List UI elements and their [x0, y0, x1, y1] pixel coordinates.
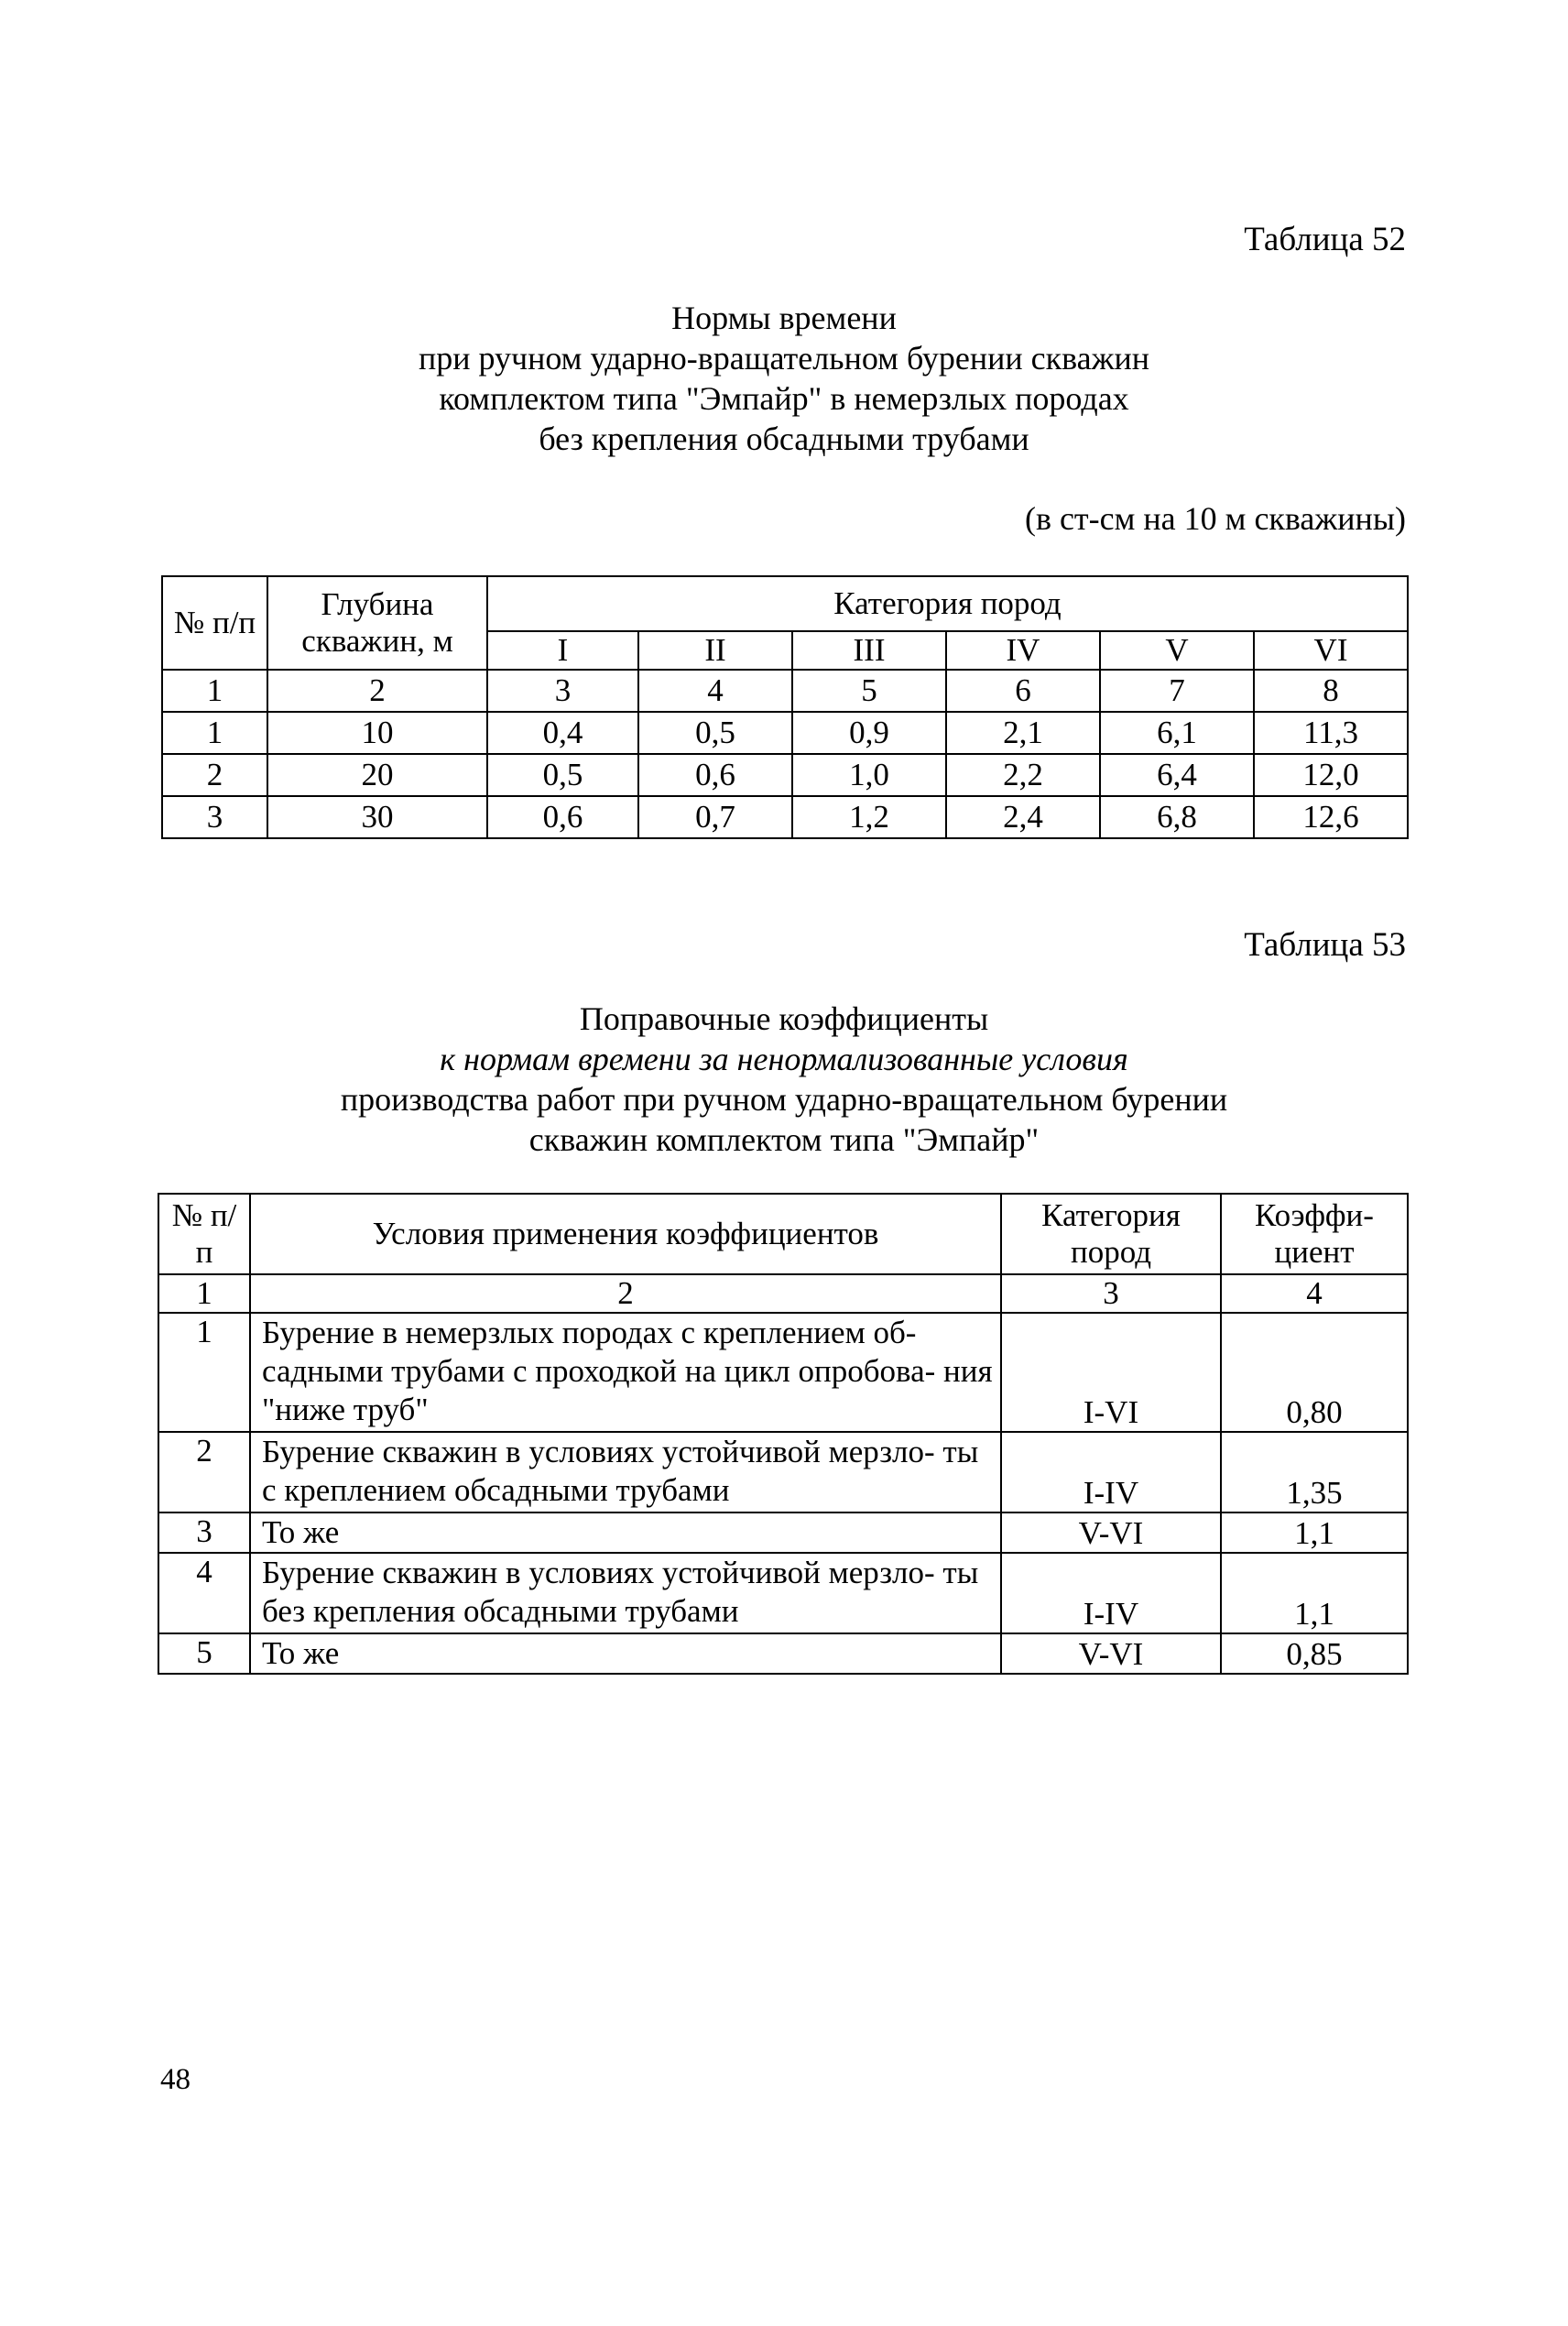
index-row	[158, 1274, 1408, 1313]
title-line: при ручном ударно-вращательном бурении скважин	[418, 340, 1150, 377]
cell-category: V-VI	[1001, 1633, 1221, 1674]
cell: 12,6	[1254, 796, 1408, 838]
title-line: без крепления обсадными трубами	[539, 420, 1029, 457]
cell: 6,8	[1100, 796, 1254, 838]
cell-coef: 1,1	[1221, 1553, 1408, 1633]
index-cell: 3	[1001, 1274, 1221, 1313]
index-cell: 7	[1100, 670, 1254, 712]
cell: 2	[162, 754, 267, 796]
header-coef: Коэффи- циент	[1221, 1194, 1408, 1274]
table-52-label: Таблица 52	[1244, 221, 1406, 258]
index-cell: 4	[1221, 1274, 1408, 1313]
cell-coef: 1,1	[1221, 1512, 1408, 1553]
cell: 0,5	[638, 712, 792, 754]
index-cell: 2	[250, 1274, 1001, 1313]
cell: 2,4	[946, 796, 1100, 838]
cell: 12,0	[1254, 754, 1408, 796]
header-conditions: Условия применения коэффициентов	[250, 1194, 1001, 1274]
table-row	[162, 712, 1408, 754]
cell-category: V-VI	[1001, 1512, 1221, 1553]
index-cell: 3	[487, 670, 638, 712]
table-row	[158, 1432, 1408, 1512]
title-line: скважин комплектом типа "Эмпайр"	[528, 1121, 1040, 1158]
table-53-label: Таблица 53	[1244, 926, 1406, 964]
unit-note: (в ст-см на 10 м скважины)	[1024, 500, 1406, 537]
table-53-title	[275, 999, 1293, 1160]
index-cell: 5	[792, 670, 946, 712]
title-line: Поправочные коэффициенты	[579, 1000, 989, 1037]
index-cell: 1	[158, 1274, 250, 1313]
coefficients-table	[158, 1193, 1409, 1675]
cell-num: 2	[158, 1432, 250, 1512]
cell: 20	[267, 754, 487, 796]
cell-condition: Бурение в немерзлых породах с креплением об- садными трубами с проходкой на цикл опробова- ния "ниже труб"	[250, 1313, 1001, 1432]
table-row	[158, 1313, 1408, 1432]
index-cell: 6	[946, 670, 1100, 712]
cell: 0,9	[792, 712, 946, 754]
cell: 2,1	[946, 712, 1100, 754]
cell: 6,1	[1100, 712, 1254, 754]
table-row	[162, 754, 1408, 796]
header-num: № п/п	[162, 576, 267, 670]
title-line: Нормы времени	[671, 300, 897, 336]
cell-num: 3	[158, 1512, 250, 1553]
header-num: № п/п	[158, 1194, 250, 1274]
table-row	[158, 1512, 1408, 1553]
cell-num: 4	[158, 1553, 250, 1633]
table-52-title	[275, 298, 1293, 459]
header-depth: Глубина скважин, м	[267, 576, 487, 670]
cell: 1,2	[792, 796, 946, 838]
cell: 0,6	[487, 796, 638, 838]
index-row	[162, 670, 1408, 712]
header-category-6: VI	[1254, 631, 1408, 670]
index-cell: 2	[267, 670, 487, 712]
header-category: Категория пород	[487, 576, 1408, 631]
cell-condition: То же	[250, 1633, 1001, 1674]
cell: 30	[267, 796, 487, 838]
cell-coef: 1,35	[1221, 1432, 1408, 1512]
cell-category: I-IV	[1001, 1432, 1221, 1512]
title-line: к нормам времени за ненормализованные условия	[440, 1041, 1128, 1077]
cell: 1,0	[792, 754, 946, 796]
cell: 11,3	[1254, 712, 1408, 754]
cell: 0,6	[638, 754, 792, 796]
header-category-5: V	[1100, 631, 1254, 670]
table-row	[162, 796, 1408, 838]
cell: 0,7	[638, 796, 792, 838]
title-line: производства работ при ручном ударно-вращательном бурении	[340, 1081, 1228, 1118]
cell-condition: Бурение скважин в условиях устойчивой мерзло- ты без крепления обсадными трубами	[250, 1553, 1001, 1633]
header-category-4: IV	[946, 631, 1100, 670]
cell-condition: То же	[250, 1512, 1001, 1553]
title-line: комплектом типа "Эмпайр" в немерзлых породах	[439, 380, 1129, 417]
cell-num: 1	[158, 1313, 250, 1432]
cell-coef: 0,85	[1221, 1633, 1408, 1674]
cell-category: I-VI	[1001, 1313, 1221, 1432]
cell: 10	[267, 712, 487, 754]
cell-num: 5	[158, 1633, 250, 1674]
index-cell: 4	[638, 670, 792, 712]
header-category-1: I	[487, 631, 638, 670]
cell: 0,5	[487, 754, 638, 796]
cell-category: I-IV	[1001, 1553, 1221, 1633]
cell-coef: 0,80	[1221, 1313, 1408, 1432]
page-number: 48	[160, 2063, 191, 2096]
table-row	[158, 1553, 1408, 1633]
header-category-3: III	[792, 631, 946, 670]
cell: 6,4	[1100, 754, 1254, 796]
cell: 3	[162, 796, 267, 838]
cell: 1	[162, 712, 267, 754]
index-cell: 8	[1254, 670, 1408, 712]
norms-table	[161, 575, 1409, 839]
index-cell: 1	[162, 670, 267, 712]
header-category: Категория пород	[1001, 1194, 1221, 1274]
cell-condition: Бурение скважин в условиях устойчивой мерзло- ты с креплением обсадными трубами	[250, 1432, 1001, 1512]
cell: 0,4	[487, 712, 638, 754]
cell: 2,2	[946, 754, 1100, 796]
header-category-2: II	[638, 631, 792, 670]
table-row	[158, 1633, 1408, 1674]
